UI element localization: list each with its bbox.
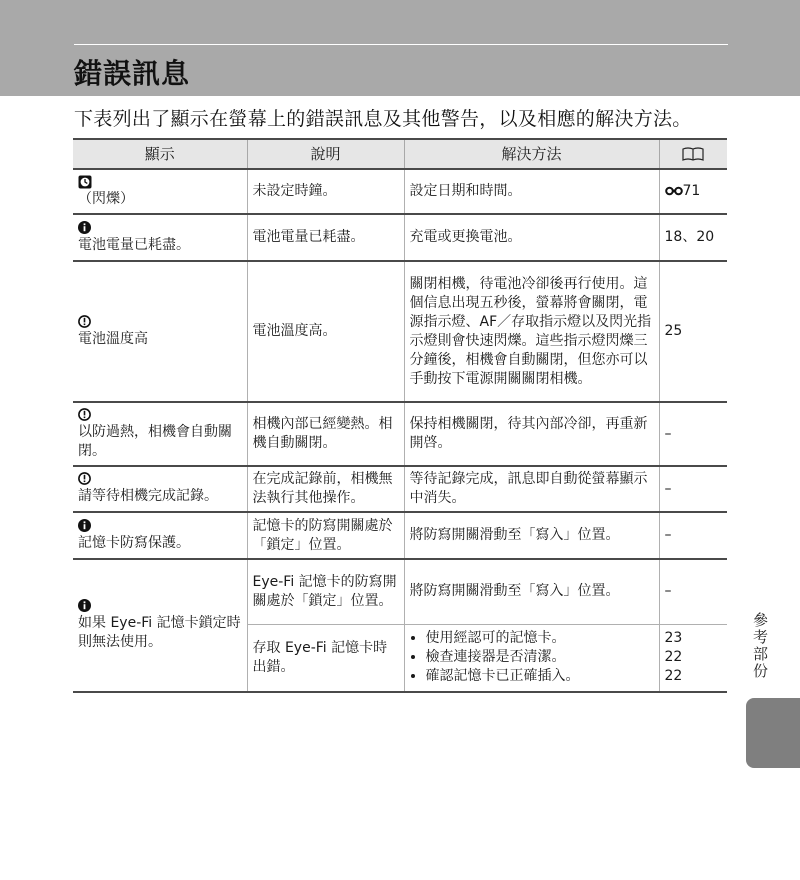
ref-cell: – <box>659 512 727 559</box>
cause-cell: 電池電量已耗盡。 <box>247 214 404 261</box>
cause-cell: 相機內部已經變熱。相機自動關閉。 <box>247 402 404 466</box>
display-cell <box>73 466 247 512</box>
display-cell <box>73 214 247 261</box>
section-label: 參考部份 <box>751 612 769 680</box>
solution-cell: 保持相機關閉，待其內部冷卻，再重新開啓。 <box>404 402 659 466</box>
table-row <box>73 169 727 214</box>
reference-section-icon <box>665 186 683 196</box>
clock-icon <box>78 175 243 190</box>
table-row <box>73 402 727 466</box>
ref-cell: 25 <box>659 261 727 402</box>
info-icon <box>78 599 243 614</box>
display-text: （閃爍） <box>78 190 134 207</box>
display-text: 記憶卡防寫保護。 <box>78 534 190 551</box>
intro-text: 下表列出了顯示在螢幕上的錯誤訊息及其他警告，以及相應的解決方法。 <box>74 108 692 130</box>
header-cause: 說明 <box>247 139 404 169</box>
ref-cell: 18、20 <box>659 214 727 261</box>
display-cell <box>73 402 247 466</box>
ref-cell <box>659 169 727 214</box>
display-cell <box>73 512 247 559</box>
info-icon <box>78 221 243 236</box>
list-item: • 檢查連接器是否清潔。 <box>426 648 655 667</box>
header-display: 顯示 <box>73 139 247 169</box>
display-text: 以防過熱，相機會自動關閉。 <box>78 423 232 459</box>
table-row <box>73 214 727 261</box>
display-text: 請等待相機完成記錄。 <box>78 488 218 504</box>
solution-cell: 等待記錄完成，訊息即自動從螢幕顯示中消失。 <box>404 466 659 512</box>
header-solution: 解決方法 <box>404 139 659 169</box>
cause-cell: 電池溫度高。 <box>247 261 404 402</box>
display-cell <box>73 559 247 692</box>
ref-cell <box>659 624 727 692</box>
header-ref <box>659 139 727 169</box>
cause-cell: 存取 Eye-Fi 記憶卡時出錯。 <box>247 624 404 692</box>
cause-cell: 記憶卡的防寫開關處於「鎖定」位置。 <box>247 512 404 559</box>
warning-icon <box>78 408 243 423</box>
solution-cell: 關閉相機，待電池冷卻後再行使用。這個信息出現五秒後，螢幕將會關閉，電源指示燈、AF／存取指示燈以及閃光指示燈則會快速閃爍。這些指示燈閃爍三分鐘後，相機會自動關閉，但您亦可以手動按下電源開關關閉相機。 <box>404 261 659 402</box>
solution-list <box>410 629 655 686</box>
cause-cell: 未設定時鐘。 <box>247 169 404 214</box>
table-row <box>73 261 727 402</box>
table-row <box>73 512 727 559</box>
page-title: 錯誤訊息 <box>74 57 191 90</box>
header-rule <box>74 44 728 45</box>
cause-cell: Eye-Fi 記憶卡的防寫開關處於「鎖定」位置。 <box>247 559 404 624</box>
ref-text: 23 <box>664 630 683 647</box>
display-text: 如果 Eye-Fi 記憶卡鎖定時則無法使用。 <box>78 615 241 650</box>
cause-cell: 在完成記錄前，相機無法執行其他操作。 <box>247 466 404 512</box>
info-icon <box>78 519 243 534</box>
ref-cell: – <box>659 402 727 466</box>
error-table <box>73 138 727 693</box>
list-item: • 確認記憶卡已正確插入。 <box>426 667 655 686</box>
solution-cell: 將防寫開關滑動至「寫入」位置。 <box>404 559 659 624</box>
display-cell <box>73 169 247 214</box>
ref-text: 22 <box>664 668 683 685</box>
ref-text: 71 <box>682 183 701 199</box>
display-text: 電池電量已耗盡。 <box>78 236 190 253</box>
table-row <box>73 559 727 624</box>
ref-cell: – <box>659 559 727 624</box>
solution-cell <box>404 624 659 692</box>
display-text: 電池溫度高 <box>78 330 148 347</box>
display-cell <box>73 261 247 402</box>
solution-cell: 充電或更換電池。 <box>404 214 659 261</box>
solution-cell: 設定日期和時間。 <box>404 169 659 214</box>
warning-icon <box>78 472 243 487</box>
solution-cell: 將防寫開關滑動至「寫入」位置。 <box>404 512 659 559</box>
ref-cell: – <box>659 466 727 512</box>
book-icon <box>682 146 704 162</box>
ref-text: 22 <box>664 649 683 666</box>
warning-icon <box>78 315 243 330</box>
table-row <box>73 466 727 512</box>
section-tab <box>746 698 800 768</box>
list-item: • 使用經認可的記憶卡。 <box>426 629 655 648</box>
table-header-row <box>73 139 727 169</box>
